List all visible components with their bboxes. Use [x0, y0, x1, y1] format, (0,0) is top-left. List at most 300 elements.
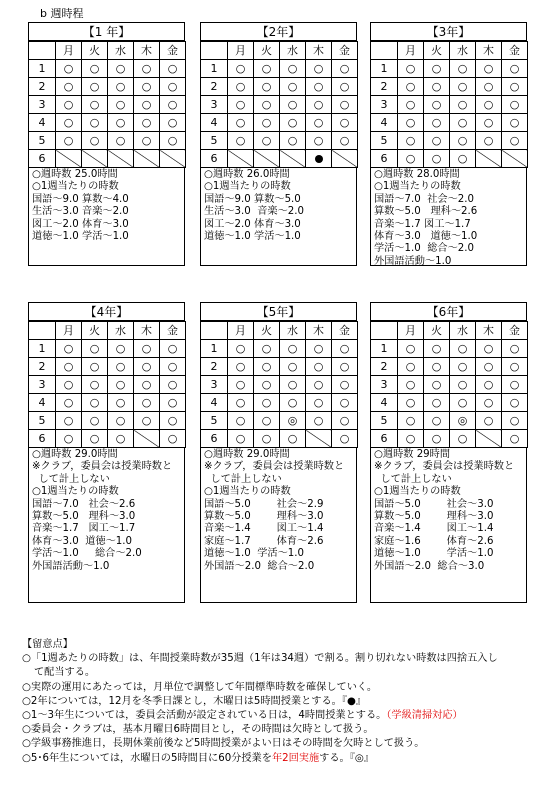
winter-schedule-cell — [306, 150, 332, 168]
note-text: ○5･6年生については，水曜日の5時間目に60分授業を — [22, 752, 272, 764]
class-cell: ○ — [82, 132, 108, 150]
class-cell: ○ — [476, 114, 502, 132]
period-number: 5 — [371, 132, 398, 150]
class-cell: ○ — [306, 376, 332, 394]
class-cell: ○ — [254, 78, 280, 96]
class-cell: ○ — [82, 430, 108, 448]
class-cell: ○ — [254, 60, 280, 78]
class-cell: ○ — [476, 340, 502, 358]
day-header: 水 — [280, 322, 306, 340]
class-cell: ○ — [82, 60, 108, 78]
day-header: 火 — [82, 322, 108, 340]
corner-cell — [201, 322, 228, 340]
day-header: 木 — [134, 322, 160, 340]
long-class-cell: ◎ — [450, 412, 476, 430]
note-line: 道徳～1.0 学活～1.0 — [374, 548, 494, 560]
class-cell: ○ — [108, 430, 134, 448]
period-row — [371, 412, 528, 430]
note-text: ○1～3年生については，委員会活動が設定されている日は，4時間授業とする。 — [22, 710, 387, 722]
class-cell: ○ — [424, 96, 450, 114]
class-cell: ○ — [280, 60, 306, 78]
day-header: 水 — [108, 42, 134, 60]
period-row — [371, 96, 528, 114]
class-cell: ○ — [134, 412, 160, 430]
no-class-cell — [160, 150, 186, 168]
class-cell: ○ — [82, 114, 108, 132]
period-number: 4 — [201, 394, 228, 412]
period-row — [201, 150, 358, 168]
period-number: 6 — [29, 150, 56, 168]
period-number: 1 — [371, 60, 398, 78]
hours-notes — [200, 168, 357, 266]
period-row — [371, 358, 528, 376]
note-line: 外国語活動～1.0 — [32, 560, 110, 572]
class-cell: ○ — [108, 96, 134, 114]
class-cell: ○ — [502, 412, 528, 430]
class-cell: ○ — [280, 78, 306, 96]
day-header: 火 — [82, 42, 108, 60]
period-number: 5 — [201, 132, 228, 150]
period-row — [201, 430, 358, 448]
class-cell: ○ — [160, 376, 186, 394]
no-class-cell — [254, 150, 280, 168]
class-cell: ○ — [398, 78, 424, 96]
class-cell: ○ — [398, 376, 424, 394]
class-cell: ○ — [306, 78, 332, 96]
class-cell: ○ — [228, 412, 254, 430]
notes-list — [22, 652, 550, 766]
class-cell: ○ — [254, 412, 280, 430]
highlight-text: （学級清掃対応） — [386, 710, 463, 722]
period-number: 1 — [201, 60, 228, 78]
period-number: 4 — [29, 394, 56, 412]
period-row — [29, 132, 186, 150]
timetable — [28, 41, 186, 168]
period-row — [201, 340, 358, 358]
class-cell: ○ — [82, 412, 108, 430]
class-cell: ○ — [424, 114, 450, 132]
no-class-cell — [82, 150, 108, 168]
period-number: 4 — [371, 394, 398, 412]
class-cell: ○ — [476, 376, 502, 394]
note-line: 算数～5.0 理科～3.0 — [374, 511, 494, 523]
class-cell: ○ — [398, 358, 424, 376]
period-number: 3 — [201, 96, 228, 114]
period-row — [201, 96, 358, 114]
note-line: 国語～5.0 社会～2.9 — [204, 498, 324, 510]
class-cell: ○ — [56, 358, 82, 376]
period-number: 6 — [371, 150, 398, 168]
class-cell: ○ — [56, 430, 82, 448]
note-item — [22, 681, 550, 695]
no-class-cell — [56, 150, 82, 168]
class-cell: ○ — [254, 430, 280, 448]
day-header: 火 — [424, 42, 450, 60]
period-number: 2 — [29, 78, 56, 96]
class-cell: ○ — [108, 376, 134, 394]
class-cell: ○ — [82, 358, 108, 376]
note-line: ○週時数 28.0時間 — [374, 169, 460, 180]
class-cell: ○ — [502, 60, 528, 78]
period-number: 5 — [29, 412, 56, 430]
class-cell: ○ — [398, 150, 424, 168]
class-cell: ○ — [476, 78, 502, 96]
header-row — [201, 322, 358, 340]
header-row — [201, 42, 358, 60]
period-row — [371, 376, 528, 394]
period-number: 2 — [371, 78, 398, 96]
period-row — [201, 60, 358, 78]
class-cell: ○ — [398, 96, 424, 114]
filled-circle-icon — [315, 155, 323, 163]
day-header: 金 — [502, 322, 528, 340]
class-cell: ○ — [502, 430, 528, 448]
class-cell: ○ — [108, 340, 134, 358]
period-number: 2 — [201, 358, 228, 376]
period-row — [29, 150, 186, 168]
note-line: 国語～7.0 社会～2.0 — [374, 193, 475, 205]
no-class-cell — [134, 150, 160, 168]
class-cell: ○ — [424, 376, 450, 394]
period-row — [29, 358, 186, 376]
no-class-cell — [476, 430, 502, 448]
note-line: 国語～9.0 算数～5.0 — [204, 193, 301, 205]
class-cell: ○ — [82, 96, 108, 114]
class-cell: ○ — [476, 96, 502, 114]
class-cell: ○ — [160, 114, 186, 132]
note-line: ○1週当たりの時数 — [204, 486, 291, 498]
class-cell: ○ — [450, 78, 476, 96]
period-row — [371, 114, 528, 132]
class-cell: ○ — [332, 78, 358, 96]
day-header: 金 — [332, 42, 358, 60]
class-cell: ○ — [254, 96, 280, 114]
class-cell: ○ — [160, 132, 186, 150]
period-row — [29, 114, 186, 132]
class-cell: ○ — [56, 376, 82, 394]
grade-title: 【1 年】 — [28, 22, 185, 41]
class-cell: ○ — [108, 60, 134, 78]
period-row — [201, 358, 358, 376]
note-line: 音楽～1.4 図工～1.4 — [204, 523, 324, 535]
note-line: 体育～3.0 道徳～1.0 — [32, 535, 133, 547]
class-cell: ○ — [398, 430, 424, 448]
day-header: 火 — [254, 322, 280, 340]
day-header: 月 — [56, 42, 82, 60]
period-row — [201, 394, 358, 412]
class-cell: ○ — [502, 114, 528, 132]
notes-title: 【留意点】 — [22, 639, 73, 650]
class-cell: ○ — [160, 358, 186, 376]
day-header: 金 — [332, 322, 358, 340]
hours-notes — [370, 448, 527, 603]
no-class-cell — [108, 150, 134, 168]
header-row — [371, 42, 528, 60]
note-line: ※クラブ，委員会は授業時数と — [204, 461, 345, 473]
period-number: 5 — [201, 412, 228, 430]
note-line: ※クラブ，委員会は授業時数と — [32, 461, 173, 473]
class-cell: ○ — [280, 132, 306, 150]
class-cell: ○ — [280, 358, 306, 376]
class-cell: ○ — [502, 96, 528, 114]
day-header: 木 — [134, 42, 160, 60]
class-cell: ○ — [332, 376, 358, 394]
class-cell: ○ — [424, 60, 450, 78]
class-cell: ○ — [280, 340, 306, 358]
class-cell: ○ — [228, 78, 254, 96]
class-cell: ○ — [450, 376, 476, 394]
note-text: て配当する。 — [34, 667, 96, 679]
class-cell: ○ — [332, 394, 358, 412]
note-text: ○2年については，12月を冬季日課とし，木曜日は5時間授業とする。『●』 — [22, 695, 367, 707]
note-line: ○週時数 26.0時間 — [204, 169, 290, 180]
timetable — [200, 41, 358, 168]
class-cell: ○ — [228, 430, 254, 448]
class-cell: ○ — [56, 114, 82, 132]
class-cell: ○ — [398, 114, 424, 132]
day-header: 水 — [450, 322, 476, 340]
period-number: 5 — [371, 412, 398, 430]
no-class-cell — [502, 150, 528, 168]
day-header: 水 — [450, 42, 476, 60]
note-line: 音楽～1.4 図工～1.4 — [374, 523, 494, 535]
class-cell: ○ — [306, 358, 332, 376]
note-line: 学活～1.0 総合～2.0 — [32, 548, 142, 560]
period-row — [29, 60, 186, 78]
grade-block-5 — [200, 302, 357, 603]
class-cell: ○ — [424, 78, 450, 96]
note-item — [22, 695, 550, 709]
highlight-text: 年2回実施 — [271, 752, 320, 764]
class-cell: ○ — [332, 114, 358, 132]
grade-title: 【5年】 — [200, 302, 357, 321]
corner-cell — [29, 322, 56, 340]
timetable — [370, 41, 528, 168]
day-header: 木 — [306, 42, 332, 60]
class-cell: ○ — [502, 340, 528, 358]
class-cell: ○ — [332, 358, 358, 376]
note-line: 算数～5.0 理科～2.6 — [374, 206, 478, 218]
period-row — [371, 430, 528, 448]
period-number: 2 — [371, 358, 398, 376]
class-cell: ○ — [228, 376, 254, 394]
class-cell: ○ — [160, 430, 186, 448]
class-cell: ○ — [108, 412, 134, 430]
period-row — [29, 96, 186, 114]
hours-notes — [28, 168, 185, 266]
class-cell: ○ — [502, 358, 528, 376]
class-cell: ○ — [424, 132, 450, 150]
no-class-cell — [134, 430, 160, 448]
class-cell: ○ — [56, 412, 82, 430]
class-cell: ○ — [134, 376, 160, 394]
class-cell: ○ — [82, 376, 108, 394]
note-line: ○週時数 29.0時間 — [204, 449, 290, 460]
note-line: 家庭～1.6 体育～2.6 — [374, 535, 494, 547]
note-line: して計上しない — [374, 473, 452, 485]
note-line: して計上しない — [32, 473, 110, 485]
class-cell: ○ — [160, 340, 186, 358]
period-number: 4 — [201, 114, 228, 132]
class-cell: ○ — [398, 412, 424, 430]
note-line: 国語～9.0 算数～4.0 — [32, 193, 129, 205]
no-class-cell — [476, 150, 502, 168]
hours-notes — [370, 168, 527, 266]
note-item — [22, 752, 550, 766]
note-line: 図工～2.0 体育～3.0 — [32, 218, 129, 230]
day-header: 木 — [476, 42, 502, 60]
class-cell: ○ — [280, 376, 306, 394]
section-heading: b 週時程 — [40, 7, 84, 20]
day-header: 月 — [228, 322, 254, 340]
class-cell: ○ — [134, 78, 160, 96]
period-row — [201, 114, 358, 132]
class-cell: ○ — [254, 376, 280, 394]
class-cell: ○ — [450, 96, 476, 114]
class-cell: ○ — [228, 394, 254, 412]
note-line: ○1週当たりの時数 — [32, 181, 119, 193]
class-cell: ○ — [82, 340, 108, 358]
period-row — [201, 78, 358, 96]
period-row — [29, 412, 186, 430]
corner-cell — [201, 42, 228, 60]
class-cell: ○ — [476, 358, 502, 376]
class-cell: ○ — [424, 430, 450, 448]
note-line: ○1週当たりの時数 — [32, 486, 119, 498]
class-cell: ○ — [450, 132, 476, 150]
note-line: 算数～5.0 理科～3.0 — [204, 511, 324, 523]
class-cell: ○ — [450, 358, 476, 376]
note-line: 外国語～2.0 総合～3.0 — [374, 560, 485, 572]
class-cell: ○ — [160, 412, 186, 430]
hours-notes — [28, 448, 185, 603]
day-header: 月 — [228, 42, 254, 60]
corner-cell — [29, 42, 56, 60]
note-text: ○「1週あたりの時数」は、年間授業時数が35週（1年は34週）で割る。割り切れない時数は四捨五入し — [22, 653, 498, 665]
note-line: ○1週当たりの時数 — [374, 181, 461, 193]
class-cell: ○ — [56, 132, 82, 150]
grade-title: 【4年】 — [28, 302, 185, 321]
day-header: 金 — [160, 322, 186, 340]
day-header: 金 — [502, 42, 528, 60]
period-row — [371, 150, 528, 168]
class-cell: ○ — [502, 376, 528, 394]
period-row — [29, 376, 186, 394]
note-line: ※クラブ，委員会は授業時数と — [374, 461, 515, 473]
note-line: 家庭～1.7 体育～2.6 — [204, 535, 324, 547]
note-text: ○実際の運用にあたっては，月単位で調整して年間標準時数を確保していく。 — [22, 681, 378, 693]
class-cell: ○ — [228, 132, 254, 150]
class-cell: ○ — [450, 394, 476, 412]
day-header: 月 — [398, 322, 424, 340]
note-item — [22, 737, 550, 751]
day-header: 水 — [280, 42, 306, 60]
day-header: 金 — [160, 42, 186, 60]
period-row — [29, 394, 186, 412]
class-cell: ○ — [502, 78, 528, 96]
class-cell: ○ — [228, 358, 254, 376]
grade-block-6 — [370, 302, 527, 603]
day-header: 木 — [476, 322, 502, 340]
class-cell: ○ — [108, 132, 134, 150]
period-number: 3 — [371, 96, 398, 114]
class-cell: ○ — [280, 96, 306, 114]
note-line: 道徳～1.0 学活～1.0 — [204, 548, 305, 560]
grade-title: 【3年】 — [370, 22, 527, 41]
period-number: 6 — [201, 150, 228, 168]
class-cell: ○ — [332, 340, 358, 358]
class-cell: ○ — [254, 358, 280, 376]
period-number: 4 — [29, 114, 56, 132]
timetable — [370, 321, 528, 448]
class-cell: ○ — [398, 394, 424, 412]
class-cell: ○ — [134, 340, 160, 358]
class-cell: ○ — [228, 96, 254, 114]
class-cell: ○ — [134, 96, 160, 114]
period-row — [29, 340, 186, 358]
class-cell: ○ — [56, 96, 82, 114]
note-line: 外国語～2.0 総合～2.0 — [204, 560, 315, 572]
note-line: ○週時数 25.0時間 — [32, 169, 118, 180]
class-cell: ○ — [424, 412, 450, 430]
grade-block-4 — [28, 302, 185, 603]
class-cell: ○ — [254, 114, 280, 132]
note-line: 国語～5.0 社会～3.0 — [374, 498, 494, 510]
period-row — [201, 376, 358, 394]
class-cell: ○ — [160, 96, 186, 114]
period-row — [371, 132, 528, 150]
class-cell: ○ — [254, 340, 280, 358]
header-row — [371, 322, 528, 340]
grade-title: 【2年】 — [200, 22, 357, 41]
class-cell: ○ — [134, 114, 160, 132]
period-row — [201, 412, 358, 430]
period-row — [29, 430, 186, 448]
class-cell: ○ — [332, 412, 358, 430]
note-line: 国語～7.0 社会～2.6 — [32, 498, 136, 510]
period-number: 6 — [371, 430, 398, 448]
hours-notes — [200, 448, 357, 603]
class-cell: ○ — [108, 394, 134, 412]
class-cell: ○ — [134, 358, 160, 376]
class-cell: ○ — [450, 340, 476, 358]
class-cell: ○ — [56, 78, 82, 96]
class-cell: ○ — [108, 78, 134, 96]
timetable — [200, 321, 358, 448]
class-cell: ○ — [134, 394, 160, 412]
period-number: 6 — [201, 430, 228, 448]
class-cell: ○ — [82, 394, 108, 412]
class-cell: ○ — [254, 132, 280, 150]
day-header: 月 — [398, 42, 424, 60]
class-cell: ○ — [134, 132, 160, 150]
period-number: 1 — [371, 340, 398, 358]
note-line: 道徳～1.0 学活～1.0 — [32, 231, 129, 243]
class-cell: ○ — [228, 60, 254, 78]
note-line: 道徳～1.0 学活～1.0 — [204, 231, 301, 243]
class-cell: ○ — [228, 114, 254, 132]
class-cell: ○ — [306, 114, 332, 132]
period-number: 1 — [29, 60, 56, 78]
class-cell: ○ — [476, 394, 502, 412]
class-cell: ○ — [476, 60, 502, 78]
corner-cell — [371, 42, 398, 60]
period-number: 5 — [29, 132, 56, 150]
class-cell: ○ — [332, 96, 358, 114]
period-row — [371, 60, 528, 78]
note-line: 学活～1.0 総合～2.0 — [374, 243, 475, 255]
class-cell: ○ — [56, 394, 82, 412]
